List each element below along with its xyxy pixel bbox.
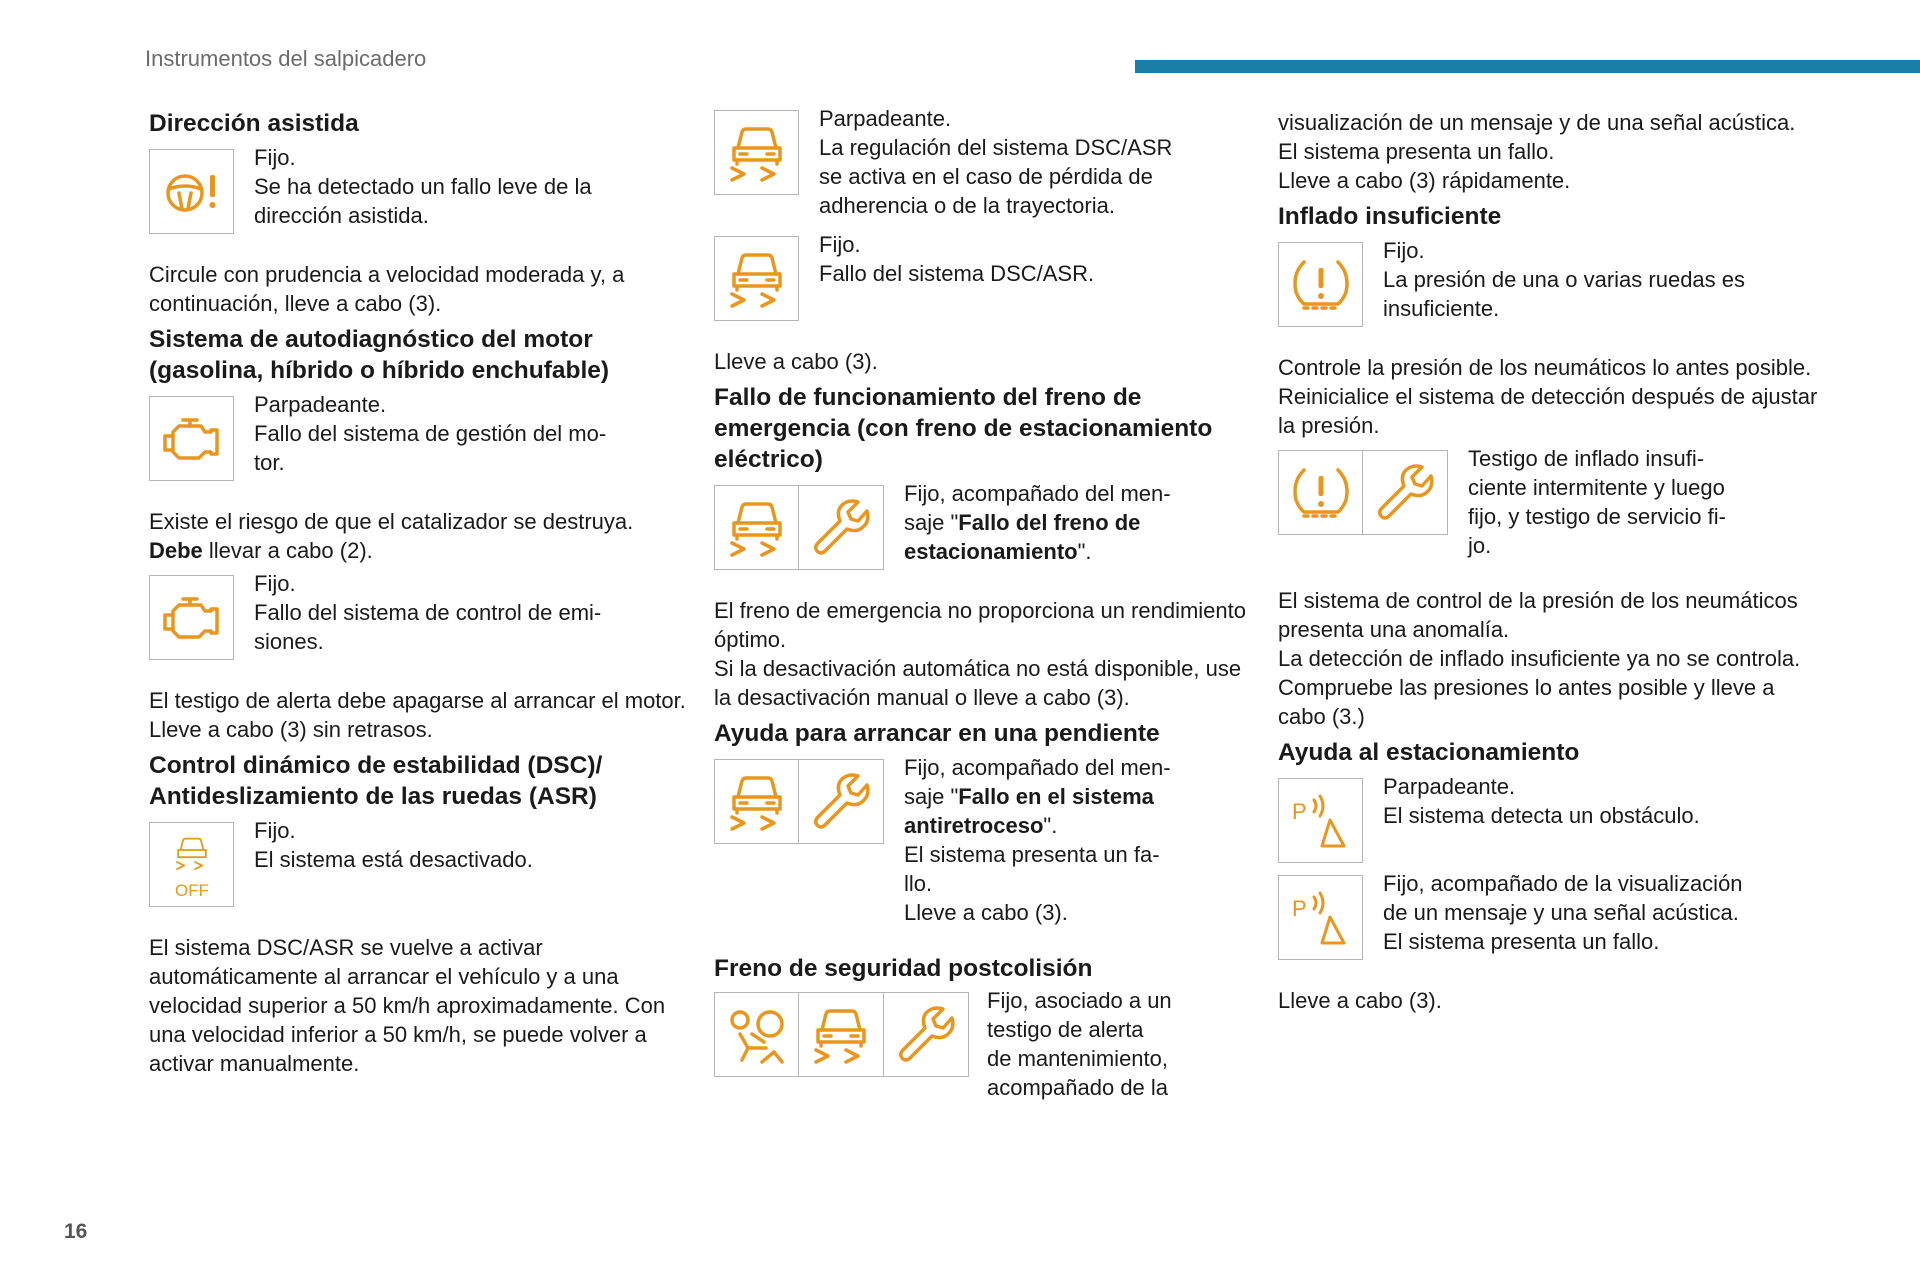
paragraph: visualización de un mensaje y de una señal acústica. [1278,110,1796,135]
airbag-icon [714,992,799,1077]
entry-line: ciente intermitente y luego [1468,475,1725,500]
entry-line: jo. [1468,533,1492,558]
engine-warning-icon [149,396,234,481]
entry-line: insuficiente. [1383,296,1500,321]
underinflation-fixed-entry [1278,238,1818,327]
dsc-off-entry [149,818,689,907]
entry-line: fijo, y testigo de servicio fi- [1468,504,1726,529]
tire-pressure-icon [1278,242,1363,327]
entry-line: Fijo. [254,818,296,843]
header-accent-bar [1135,60,1920,73]
entry-line: El sistema está desactivado. [254,847,533,872]
entry-line: Fijo. [819,232,861,257]
dsc-off-icon [149,822,234,907]
bold-text: Debe [149,538,203,563]
entry-line: Fallo del sistema DSC/ASR. [819,261,1095,286]
hill-start-entry [714,755,1254,927]
entry-line: de un mensaje y una señal acústica. [1383,900,1739,925]
entry-line: llo. [904,871,933,896]
wrench-icon [1363,450,1448,535]
entry-line: acompañado de la [987,1075,1169,1100]
underinflation-service-entry [1278,446,1818,560]
entry-line: Se ha detectado un fallo leve de la [254,174,592,199]
engine-diagnostic-title: Sistema de autodiagnóstico del motor (gasolina, híbrido o híbrido enchufable) [149,326,610,384]
entry-line: Fijo, acompañado del men- [904,755,1171,780]
entry-line: El sistema presenta un fallo. [1383,929,1660,954]
section-header-title: Instrumentos del salpicadero [145,46,427,71]
parking-sensor-icon [1278,778,1363,863]
emergency-brake-entry [714,481,1254,570]
entry-text: saje " [904,510,959,535]
entry-text: saje " [904,784,959,809]
paragraph: El testigo de alerta debe apagarse al arrancar el motor. [149,688,686,713]
entry-text: ". [1077,539,1092,564]
entry-line: siones. [254,629,324,654]
entry-line: Fijo. [254,571,296,596]
emergency-brake-title: Fallo de funcionamiento del freno de emergencia (con freno de estacionamiento eléctrico) [714,384,1213,473]
entry-line: testigo de alerta [987,1017,1144,1042]
wrench-icon [799,759,884,844]
paragraph: Existe el riesgo de que el catalizador se destruya. [149,509,634,534]
entry-line: Fijo. [254,145,296,170]
entry-line: Fijo. [1383,238,1425,263]
post-collision-title: Freno de seguridad postcolisión [714,955,1093,982]
parking-fixed-entry [1278,871,1818,960]
entry-line [904,782,1171,811]
entry-line: Parpadeante. [254,392,387,417]
steering-wheel-warning-icon [149,149,234,234]
power-steering-entry [149,145,689,234]
paragraph: La detección de inflado insuficiente ya no se controla. [1278,646,1801,671]
bold-text: estacionamiento [904,539,1078,564]
paragraph: Reinicialice el sistema de detección después de ajustar la presión. [1278,384,1818,438]
entry-line: adherencia o de la trayectoria. [819,193,1115,218]
entry-line [904,508,1171,537]
bold-text: Fallo en el sistema [958,784,1154,809]
bold-text: antiretroceso [904,813,1044,838]
paragraph: El sistema de control de la presión de los neumáticos presenta una anomalía. [1278,588,1798,642]
entry-line: Fijo, acompañado de la visualización [1383,871,1743,896]
wrench-icon [884,992,969,1077]
entry-line [904,811,1171,840]
paragraph [149,536,689,565]
entry-text: ". [1043,813,1058,838]
entry-line [904,537,1171,566]
tire-pressure-icon [1278,450,1363,535]
entry-line: Testigo de inflado insufi- [1468,446,1705,471]
entry-line: dirección asistida. [254,203,429,228]
hill-start-title: Ayuda para arrancar en una pendiente [714,720,1160,747]
skid-car-icon [714,110,799,195]
paragraph: Compruebe las presiones lo antes posible y lleve a cabo (3.) [1278,675,1775,729]
column-2 [714,108,1254,1128]
paragraph: Lleve a cabo (3). [1278,988,1442,1013]
parking-flashing-entry [1278,774,1818,863]
skid-car-icon [714,485,799,570]
power-steering-title: Dirección asistida [149,110,359,137]
entry-line: Fallo del sistema de control de emi- [254,600,602,625]
dsc-fixed-entry [714,232,1254,321]
entry-line: Parpadeante. [1383,774,1516,799]
entry-line: tor. [254,450,285,475]
paragraph: Circule con prudencia a velocidad moderada y, a continuación, lleve a cabo (3). [149,262,625,316]
dsc-flashing-entry [714,106,1254,220]
entry-line: La presión de una o varias ruedas es [1383,267,1746,292]
engine-flashing-entry [149,392,689,481]
entry-line: Fijo, asociado a un [987,988,1172,1013]
parking-sensor-icon [1278,875,1363,960]
paragraph: Si la desactivación automática no está disponible, use la desactivación manual o lleve a cabo (3). [714,656,1242,710]
paragraph: El freno de emergencia no proporciona un rendimiento óptimo. [714,598,1246,652]
paragraph: Lleve a cabo (3) rápidamente. [1278,168,1571,193]
entry-line: Fallo del sistema de gestión del mo- [254,421,607,446]
column-3 [1278,108,1818,1015]
paragraph: Lleve a cabo (3) sin retrasos. [149,717,433,742]
skid-car-icon [714,759,799,844]
underinflation-title: Inflado insuficiente [1278,203,1502,230]
off-label: OFF [174,880,209,900]
engine-fixed-entry [149,571,689,660]
paragraph: Controle la presión de los neumáticos lo antes posible. [1278,355,1812,380]
entry-line: de mantenimiento, [987,1046,1168,1071]
paragraph: El sistema DSC/ASR se vuelve a activar automáticamente al arrancar el vehículo y a una velocidad superior a 50 km/h aproximadamente. Con una velocidad inferior a 50 km/h, se puede volver a activar manualmente. [149,935,666,1076]
column-1 [149,108,689,1078]
skid-car-icon [714,236,799,321]
entry-line: El sistema detecta un obstáculo. [1383,803,1700,828]
entry-line: se activa en el caso de pérdida de [819,164,1153,189]
skid-car-icon [799,992,884,1077]
entry-line: El sistema presenta un fa- [904,842,1160,867]
entry-line: Fijo, acompañado del men- [904,481,1171,506]
entry-line: Lleve a cabo (3). [904,900,1068,925]
paragraph: Lleve a cabo (3). [714,349,878,374]
engine-warning-icon [149,575,234,660]
entry-line: Parpadeante. [819,106,952,131]
paragraph-text: llevar a cabo (2). [202,538,373,563]
entry-line: La regulación del sistema DSC/ASR [819,135,1173,160]
dsc-asr-title: Control dinámico de estabilidad (DSC)/ Antideslizamiento de las ruedas (ASR) [149,752,603,810]
bold-text: Fallo del freno de [958,510,1141,535]
wrench-icon [799,485,884,570]
paragraph: El sistema presenta un fallo. [1278,139,1555,164]
post-collision-entry [714,988,1254,1102]
page-number: 16 [64,1220,88,1243]
parking-aid-title: Ayuda al estacionamiento [1278,739,1580,766]
